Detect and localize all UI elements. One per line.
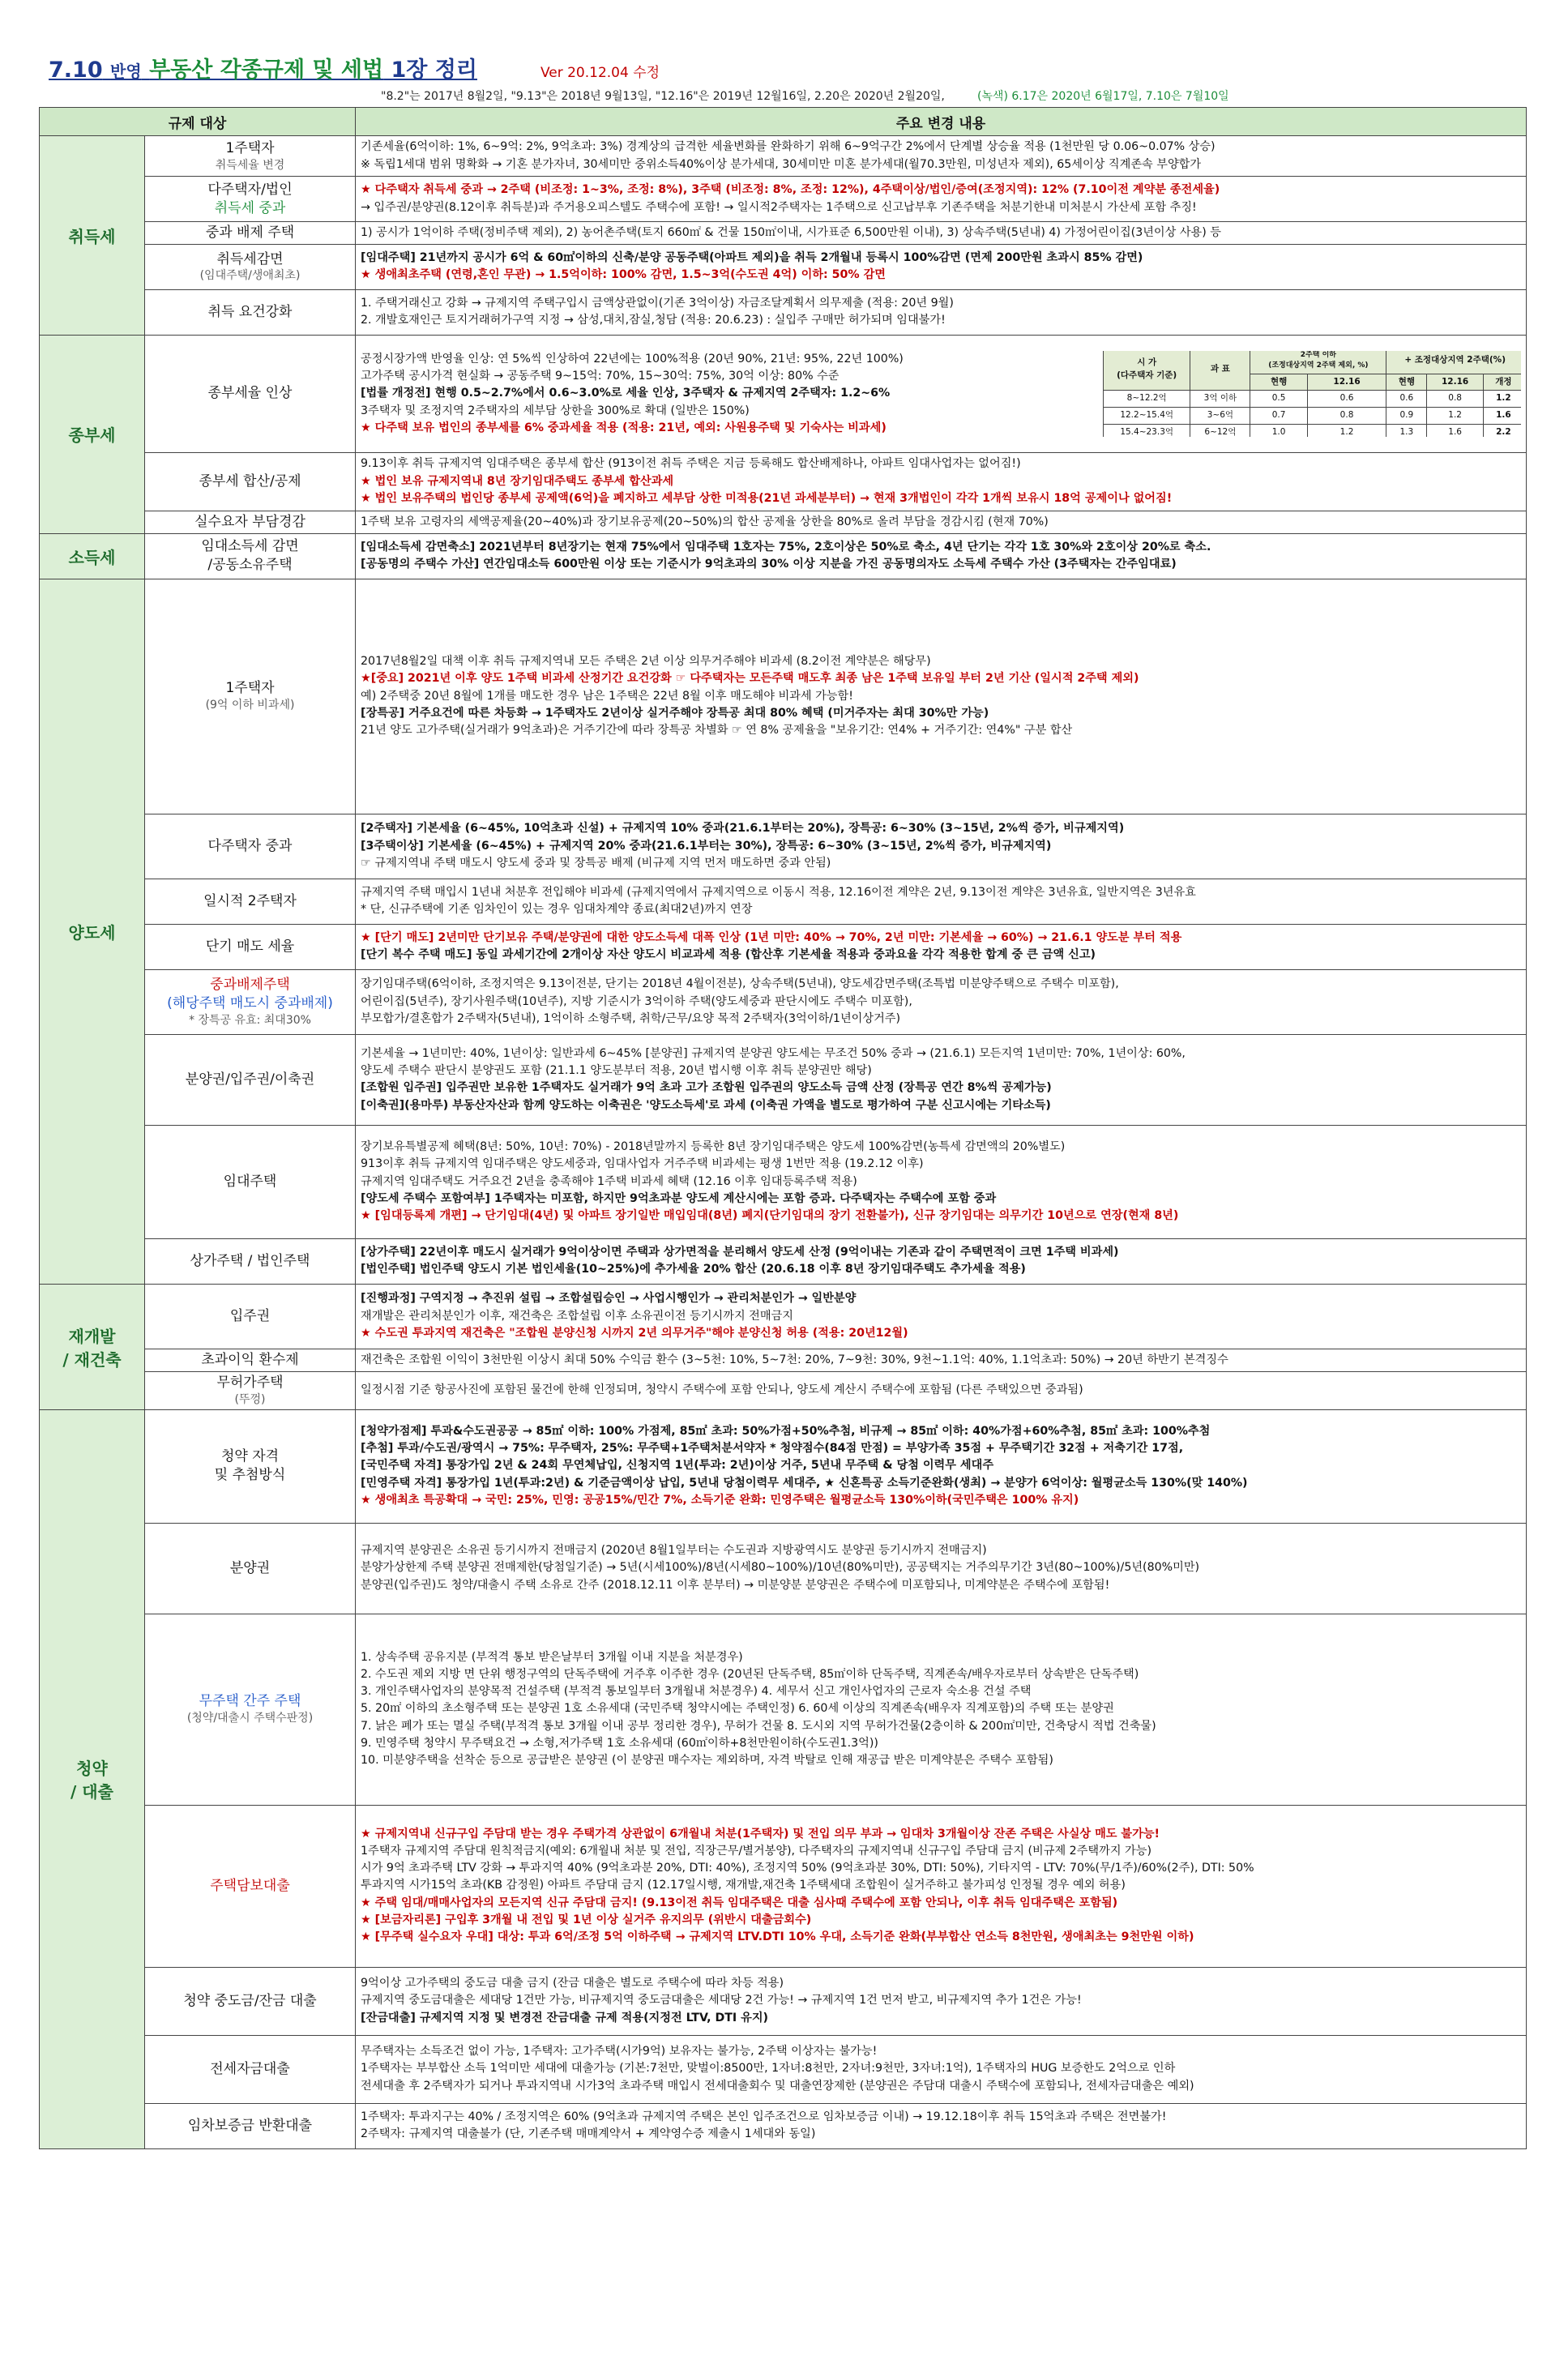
- inset-cell: 1.6: [1483, 408, 1521, 425]
- table-row: [40, 1409, 1527, 1523]
- content-line: 1. 상속주택 공유지분 (부적격 통보 받은날부터 3개월 이내 지분을 처분경우): [361, 1650, 743, 1664]
- content-line: [국민주택 자격] 통장가입 2년 & 24회 무연체납입, 신청지역 1년(투과: 2년)이상 거주, 5년내 무주택 & 당첨 이력무 세대주: [361, 1459, 994, 1473]
- content-line: ★ [무주택 실수요자 우대] 대상: 투과 6억/조정 5억 이하주택 → 규제지역 LTV.DTI 10% 우대, 소득기준 완화(부부합산 연소득 8천만원, 생애최초는 9천만원 이하): [361, 1930, 1194, 1944]
- subject-cell: [145, 1238, 356, 1284]
- content-line: [3주택이상] 기본세율 (6~45%) + 규제지역 20% 중과(21.6.1부터는 30%), 장특공: 6~30% (3~15년, 2%씩 증가, 비규제지역): [361, 839, 1052, 853]
- subject-cell: [145, 244, 356, 289]
- content-line: 1. 주택거래신고 강화 → 규제지역 주택구입시 금액상관없이(기존 3억이상) 자금조달계획서 의무제출 (적용: 20년 9월): [361, 297, 954, 310]
- table-row: [40, 1371, 1527, 1409]
- table-row: [40, 511, 1527, 533]
- content-line: [양도세 주택수 포함여부] 1주택자는 미포함, 하지만 9억초과분 양도세 계산시에는 포함 증과. 다주택자는 주택수에 포함 중과: [361, 1192, 997, 1206]
- content-line: 9억이상 고가주택의 중도금 대출 금지 (잔금 대출은 별도로 주택수에 따라 차등 적용): [361, 1977, 784, 1990]
- table-row: [40, 879, 1527, 924]
- inset-cell: 15.4~23.3억: [1104, 424, 1190, 437]
- content-line: ★ [보금자리론] 구입후 3개월 내 전입 및 1년 이상 실거주 유지의무 (위반시 대출금회수): [361, 1913, 812, 1927]
- inset-head: + 조정대상지역 2주택(%): [1386, 351, 1521, 374]
- subject-label: 분양권/입주권/이축권: [185, 1071, 315, 1088]
- content-line: [임대주택] 21년까지 공시가 6억 & 60㎡이하의 신축/분양 공동주택(아파트 제외)을 취득 2개월내 등록시 100%감면 (면제 200만원 초과시 85% 감면): [361, 251, 1143, 265]
- content-cell: [356, 289, 1527, 335]
- content-line: ★ 다주택자 취득세 중과 → 2주택 (비조정: 1~3%, 조정: 8%), 3주택 (비조정: 8%, 조정: 12%), 4주택이상/법인/증여(조정지역): 12% (7.10이전 계약분 종전세율): [361, 183, 1220, 197]
- content-cell: [356, 879, 1527, 924]
- subject-label: 입주권: [229, 1307, 271, 1324]
- content-cell: [356, 2035, 1527, 2103]
- subject-cell: [145, 511, 356, 533]
- inset-cell: 6~12억: [1190, 424, 1250, 437]
- content-line: [잔금대출] 규제지역 지정 및 변경전 잔금대출 규제 적용(지정전 LTV, DTI 유지): [361, 2011, 769, 2024]
- content-line: [단기 복수 주택 매도] 동일 과세기간에 2개이상 자산 양도시 비교과세 적용 (합산후 기본세율 적용과 중과요율 각각 적용한 합계 중 큰 금액 신고): [361, 948, 1096, 962]
- content-line: 10. 미분양주택을 선착순 등으로 공급받은 분양권 (이 분양권 매수자는 제외하며, 자격 박탈로 인해 재공급 받은 미계약분은 주택수 포함됨): [361, 1754, 1053, 1768]
- content-line: 어린이집(5년주), 장기사원주택(10년주), 지방 기준시가 3억이하 주택(양도세중과 판단시에도 주택수 미포함),: [361, 994, 912, 1008]
- content-line: ★ 다주택 보유 법인의 종부세를 6% 중과세율 적용 (적용: 21년, 예외: 사원용주택 및 기숙사는 비과세): [361, 421, 887, 434]
- category-cell: 종부세: [40, 335, 145, 533]
- subject-label: 및 추첨방식: [214, 1467, 286, 1484]
- inset-cell: 2.2: [1483, 424, 1521, 437]
- content-cell: [356, 1614, 1527, 1805]
- content-cell: [356, 2103, 1527, 2148]
- table-row: [40, 2035, 1527, 2103]
- inset-cell: 0.8: [1307, 408, 1386, 425]
- content-cell: [356, 136, 1527, 177]
- content-cell: [356, 511, 1527, 533]
- inset-subhead: 12.16: [1307, 374, 1386, 391]
- inset-subhead: 현행: [1386, 374, 1427, 391]
- subject-label: 무허가주택: [216, 1374, 284, 1391]
- subject-label: 청약 자격: [220, 1448, 280, 1465]
- content-line: 일정시점 기준 항공사진에 포함된 물건에 한해 인정되며, 청약시 주택수에 포함 안되나, 양도세 계산시 주택수에 포함됨 (다른 주택있으면 중과됨): [361, 1383, 1083, 1397]
- content-line: 무주택자는 소득조건 없이 가능, 1주택자: 고가주택(시가9억) 보유자는 불가능, 2주택 이상자는 불가능!: [361, 2045, 878, 2059]
- subject-label: (임대주택/생애최초): [199, 269, 301, 283]
- content-line: [2주택자] 기본세율 (6~45%, 10억초과 신설) + 규제지역 10% 중과(21.6.1부터는 20%), 장특공: 6~30% (3~15년, 2%씩 증가, 비규제지역): [361, 822, 1125, 836]
- subject-label: 단기 매도 세율: [205, 938, 295, 955]
- subject-cell: [145, 579, 356, 814]
- content-line: [진행과정] 구역지정 → 추진위 설립 → 조합설립승인 → 사업시행인가 → 관리처분인가 → 일반분양: [361, 1292, 857, 1306]
- content-line: 9. 민영주택 청약시 무주택요건 → 소형,저가주택 1호 소유세대 (60㎡이하+8천만원이하(수도권1.3억)): [361, 1737, 878, 1751]
- subject-cell: [145, 1371, 356, 1409]
- subject-label: (해당주택 매도시 중과배제): [167, 994, 333, 1011]
- content-line: 부모합가/결혼합가 2주택자(5년내), 1억이하 소형주택, 취학/근무/요양 목적 2주택자(3억이하/1년이상거주): [361, 1012, 901, 1026]
- table-row: [40, 1125, 1527, 1238]
- content-line: [임대소득세 감면축소] 2021년부터 8년장기는 현재 75%에서 임대주택 1호자는 75%, 2호이상은 50%로 축소, 4년 단기는 각각 1호 30%와 2호이상 20%로 축소.: [361, 541, 1211, 554]
- content-line: 3. 개인주택사업자의 분양목적 건설주택 (부적격 통보일부터 3개월내 처분경우) 4. 세무서 신고 개인사업자의 근로자 숙소용 건설 주택: [361, 1685, 1032, 1699]
- subject-cell: [145, 335, 356, 452]
- content-line: [상가주택] 22년이후 매도시 실거래가 9억이상이면 주택과 상가면적을 분리해서 양도세 산정 (9억이내는 기존과 같이 주택면적이 크면 1주택 비과세): [361, 1246, 1119, 1259]
- content-line: ★ 주택 임대/매매사업자의 모든지역 신규 주담대 금지! (9.13이전 취득 임대주택은 대출 심사때 주택수에 포함 안되나, 이후 취득 임대주택은 포함됨): [361, 1896, 1118, 1909]
- header-content: 주요 변경 내용: [356, 108, 1527, 136]
- subject-cell: [145, 222, 356, 245]
- content-line: 기존세율(6억이하: 1%, 6~9억: 2%, 9억초과: 3%) 경계상의 급격한 세율변화를 완화하기 위해 6~9억구간 2%에서 단계별 상승율 적용 (1천만원 당 0.06~0.07% 상승): [361, 140, 1216, 154]
- subject-cell: [145, 1805, 356, 1967]
- content-cell: [356, 335, 1527, 452]
- subject-label: 다주택자/법인: [207, 181, 293, 198]
- content-line: [민영주택 자격] 통장가입 1년(투과:2년) & 기준금액이상 납입, 5년내 당첨이력무 세대주, ★ 신혼특공 소득기준완화(생최) → 분양가 6억이상: 월평균소득 130%(맞 140%): [361, 1476, 1248, 1490]
- content-line: 투과지역 시가15억 초과(KB 감정원) 아파트 주담대 금지 (12.17일시행, 재개발,재건축 1주택세대 조합원이 실거주하고 불가피성 인정될 경우 예외 허용): [361, 1879, 1126, 1892]
- inset-cell: 3억 이하: [1190, 391, 1250, 408]
- subject-label: 청약 중도금/잔금 대출: [183, 1992, 317, 2009]
- inset-head: 시 가 (다주택자 기준): [1104, 351, 1190, 391]
- content-line: ★ 규제지역내 신규구입 주담대 받는 경우 주택가격 상관없이 6개월내 처분(1주택자) 및 전입 의무 부과 → 임대차 3개월이상 잔존 주택은 사실상 매도 불가능!: [361, 1827, 1160, 1841]
- content-line: 재개발은 관리처분인가 이후, 재건축은 조합설립 이후 소유권이전 등기시까지 전매금지: [361, 1309, 793, 1323]
- subject-label: 임차보증금 반환대출: [187, 2117, 313, 2134]
- subject-label: 취득세 중과: [214, 199, 286, 216]
- content-line: 1주택자: 투과지구는 40% / 조정지역은 60% (9억초과 규제지역 주택은 본인 입주조건으로 임차보증금 이내) → 19.12.18이후 취득 15억초과 주택은 전면불가!: [361, 2110, 1167, 2123]
- content-cell: [356, 924, 1527, 969]
- category-cell: 청약 / 대출: [40, 1409, 145, 2148]
- inset-row: [1104, 391, 1522, 408]
- content-cell: [356, 1523, 1527, 1614]
- table-row: [40, 289, 1527, 335]
- table-row: [40, 1523, 1527, 1614]
- content-cell: [356, 244, 1527, 289]
- inset-head: 2주택 이하 (조정대상지역 2주택 제외, %): [1250, 351, 1386, 374]
- table-row: [40, 1805, 1527, 1967]
- subject-label: 상가주택 / 법인주택: [190, 1252, 310, 1269]
- subject-cell: [145, 1284, 356, 1349]
- content-line: ※ 독립1세대 범위 명확화 → 기혼 분가자녀, 30세미만 중위소득40%이상 분가세대, 30세미만 미혼 분가세대(월70.3만원, 미성년자 제외), 65세이상 직계존속 부양합가: [361, 157, 1202, 171]
- content-cell: [356, 452, 1527, 511]
- category-cell: 소득세: [40, 533, 145, 579]
- subject-label: 1주택자: [225, 139, 275, 156]
- table-header-row: [40, 108, 1527, 136]
- content-line: 장기보유특별공제 혜택(8년: 50%, 10년: 70%) - 2018년말까지 등록한 8년 장기임대주택은 양도세 100%감면(농특세 감면액의 20%별도): [361, 1140, 1066, 1154]
- inset-head: 과 표: [1190, 351, 1250, 391]
- table-row: [40, 1238, 1527, 1284]
- content-line: [장특공] 거주요건에 따른 차등화 → 1주택자도 2년이상 실거주해야 장특공 최대 80% 혜택 (미거주자는 최대 30%만 가능): [361, 707, 989, 720]
- content-cell: [356, 1409, 1527, 1523]
- table-row: [40, 1614, 1527, 1805]
- subject-label: 초과이익 환수제: [201, 1351, 299, 1368]
- content-line: 기본세율 → 1년미만: 40%, 1년이상: 일반과세 6~45% [분양권] 규제지역 분양권 양도세는 무조건 50% 중과 → (21.6.1) 모든지역 1년미만: 70%, 1년이상: 60%,: [361, 1046, 1186, 1060]
- subject-cell: [145, 1523, 356, 1614]
- table-row: [40, 177, 1527, 222]
- table-row: [40, 579, 1527, 814]
- date-note: "8.2"는 2017년 8월2일, "9.13"은 2018년 9월13일, "12.16"은 2019년 12월16일, 2.20은 2020년 2월20일, (녹색) 6.17은 2020년 6월17일, 7.10은 7월10일: [381, 90, 1229, 103]
- table-row: [40, 222, 1527, 245]
- table-row: [40, 969, 1527, 1034]
- content-line: * 단, 신규주택에 기존 임차인이 있는 경우 임대차계약 종료(최대2년)까지 연장: [361, 903, 753, 917]
- table-row: [40, 1284, 1527, 1349]
- subject-cell: [145, 1034, 356, 1125]
- inset-cell: 8~12.2억: [1104, 391, 1190, 408]
- content-line: ★ 법인 보유주택의 법인당 종부세 공제액(6억)을 폐지하고 세부담 상한 미적용(21년 과세분부터) → 현재 3개법인이 각각 1개씩 보유시 18억 공제이나 없어짐!: [361, 492, 1173, 506]
- table-row: [40, 244, 1527, 289]
- content-cell: [356, 533, 1527, 579]
- table-row: [40, 533, 1527, 579]
- table-row: [40, 1967, 1527, 2035]
- table-row: [40, 924, 1527, 969]
- content-line: 2017년8월2일 대책 이후 취득 규제지역내 모든 주택은 2년 이상 의무거주해야 비과세 (8.2이전 계약분은 해당무): [361, 655, 931, 669]
- content-cell: [356, 969, 1527, 1034]
- subject-label: 실수요자 부담경감: [194, 513, 305, 530]
- subject-cell: [145, 533, 356, 579]
- subject-cell: [145, 2035, 356, 2103]
- content-line: 규제지역 주택 매입시 1년내 처분후 전입해야 비과세 (규제지역에서 규제지역으로 이동시 적용, 12.16이전 계약은 2년, 9.13이전 계약은 3년유효, 일반지역은 3년유효: [361, 886, 1196, 900]
- inset-row: [1104, 424, 1522, 437]
- content-line: 5. 20㎡ 이하의 초소형주택 또는 분양권 1호 소유세대 (국민주택 청약시에는 주택인정) 6. 60세 이상의 직계존속(배우자 직계포함)의 주택 또는 분양권: [361, 1702, 1114, 1716]
- regulation-table: [39, 107, 1527, 2149]
- inset-cell: 0.9: [1386, 408, 1427, 425]
- content-cell: [356, 222, 1527, 245]
- content-line: [추첨] 투과/수도권/광역시 → 75%: 무주택자, 25%: 무주택+1주택처분서약자 * 청약점수(84점 만점) = 부양가족 35점 + 무주택기간 32점 + 저축기간 17점,: [361, 1442, 1184, 1456]
- inset-cell: 1.6: [1427, 424, 1483, 437]
- subject-label: * 장특공 유효: 최대30%: [189, 1013, 311, 1027]
- content-line: ★ 생애최초 특공확대 → 국민: 25%, 민영: 공공15%/민간 7%, 소득기준 완화: 민영주택은 월평균소득 130%이하(국민주택은 100% 유지): [361, 1494, 1079, 1507]
- inset-subhead: 개정: [1483, 374, 1521, 391]
- subject-label: (청약/대출시 주택수판정): [186, 1712, 314, 1725]
- content-cell: [356, 1284, 1527, 1349]
- content-cell: [356, 1238, 1527, 1284]
- inset-cell: 0.5: [1250, 391, 1307, 408]
- category-cell: 양도세: [40, 579, 145, 1284]
- subject-label: 취득 요건강화: [207, 303, 293, 320]
- content-cell: [356, 1349, 1527, 1371]
- content-line: 1) 공시가 1억이하 주택(정비주택 제외), 2) 농어촌주택(토지 660㎡ & 건물 150㎡이내, 시가표준 6,500만원 이내), 3) 상속주택(5년내) 4) 가정어린이집(3년이상 사용) 등: [361, 225, 1222, 239]
- content-line: [법률 개정전] 현행 0.5~2.7%에서 0.6~3.0%로 세율 인상, 3주택자 & 규제지역 2주택자: 1.2~6%: [361, 387, 891, 400]
- subject-label: 종부세 합산/공제: [199, 472, 301, 490]
- inset-subhead: 현행: [1250, 374, 1307, 391]
- content-line: 양도세 주택수 판단시 분양권도 포함 (21.1.1 양도분부터 적용, 20년 법시행 이후 취득 분양권만 해당): [361, 1064, 872, 1078]
- content-line: [조합원 입주권] 입주권만 보유한 1주택자도 실거래가 9억 초과 고가 조합원 입주권의 양도소득 금액 산정 (장특공 연간 8%씩 공제가능): [361, 1081, 1052, 1095]
- subject-cell: [145, 879, 356, 924]
- subject-label: 취득세율 변경: [215, 158, 285, 172]
- content-line: 3주택자 및 조정지역 2주택자의 세부담 상한을 300%로 확대 (일반은 150%): [361, 404, 750, 417]
- content-line: [청약가점제] 투과&수도권공공 → 85㎡ 이하: 100% 가점제, 85㎡ 초과: 50%가점+50%추첨, 비규제 → 85㎡ 이하: 40%가점+60%추첨, 85㎡ 초과: 100%추첨: [361, 1424, 1211, 1438]
- inset-subhead: 12.16: [1427, 374, 1483, 391]
- content-line: ★ 수도권 투과지역 재건축은 "조합원 분양신청 시까지 2년 의무거주"해야 분양신청 허용 (적용: 20년12월): [361, 1327, 908, 1340]
- inset-cell: 0.7: [1250, 408, 1307, 425]
- content-line: 고가주택 공시가격 현실화 → 공동주택 9~15억: 70%, 15~30억: 75%, 30억 이상: 80% 수준: [361, 369, 840, 383]
- content-line: 7. 낡은 폐가 또는 멸실 주택(부적격 통보 3개월 이내 공부 정리한 경우), 무허가 건물 8. 도시외 지역 무허가건물(2층이하 & 200㎡미만, 건축당시 적법 건축물): [361, 1719, 1156, 1733]
- content-line: 분양권(입주권)도 청약/대출시 주택 소유로 간주 (2018.12.11 이후 분부터) → 미분양분 분양권은 주택수에 미포함되나, 미계약분은 주택수에 포함됨!: [361, 1578, 1110, 1592]
- content-line: 2. 수도권 제외 지방 면 단위 행정구역의 단독주택에 거주후 이주한 경우 (20년된 단독주택, 85㎡이하 단독주택, 직계존속/배우자로부터 상속받은 단독주택): [361, 1667, 1139, 1681]
- inset-cell: 1.2: [1427, 408, 1483, 425]
- content-cell: [356, 1125, 1527, 1238]
- inset-cell: 1.3: [1386, 424, 1427, 437]
- subject-label: 중과배제주택: [210, 976, 290, 993]
- subject-label: 종부세율 인상: [207, 385, 293, 402]
- subject-cell: [145, 452, 356, 511]
- table-row: [40, 814, 1527, 879]
- content-cell: [356, 1967, 1527, 2035]
- table-row: [40, 335, 1527, 452]
- subject-label: 다주택자 중과: [207, 837, 293, 854]
- subject-cell: [145, 289, 356, 335]
- content-line: 분양가상한제 주택 분양권 전매제한(당첨일기준) → 5년(시세100%)/8년(시세80~100%)/10년(80%미만), 공공택지는 거주의무기간 3년(80~100%)/5년(80%미만): [361, 1561, 1200, 1575]
- content-line: ★ [단기 매도] 2년미만 단기보유 주택/분양권에 대한 양도소득세 대폭 인상 (1년 미만: 40% → 70%, 2년 미만: 기본세율 → 60%) → 21.6.1 양도분 부터 적용: [361, 931, 1182, 945]
- subject-label: 임대소득세 감면: [201, 538, 299, 555]
- content-line: 2. 개발호재인근 토지거래허가구역 지정 → 삼성,대치,잠실,청담 (적용: 20.6.23) : 실입주 구매만 허가되며 임대불가!: [361, 314, 946, 327]
- subject-label: 일시적 2주택자: [203, 892, 297, 909]
- subject-label: 중과 배제 주택: [205, 224, 295, 241]
- subject-cell: [145, 1614, 356, 1805]
- subject-label: 분양권: [229, 1559, 271, 1576]
- content-line: ★ 생애최초주택 (연령,혼인 무관) → 1.5억이하: 100% 감면, 1.5~3억(수도권 4억) 이하: 50% 감면: [361, 268, 886, 282]
- inset-cell: 0.8: [1427, 391, 1483, 408]
- content-line: 1주택 보유 고령자의 세액공제율(20~40%)과 장기보유공제(20~50%)의 합산 공제율 상한을 80%로 올려 부담을 경감시킴 (현재 70%): [361, 515, 1049, 528]
- subject-cell: [145, 1409, 356, 1523]
- inset-row: [1104, 408, 1522, 425]
- subject-cell: [145, 1349, 356, 1371]
- comprehensive-tax-rate-table: [1103, 351, 1521, 437]
- inset-cell: 1.2: [1307, 424, 1386, 437]
- content-cell: [356, 177, 1527, 222]
- inset-cell: 0.6: [1307, 391, 1386, 408]
- version-label: Ver 20.12.04 수정: [540, 65, 660, 81]
- content-line: 시가 9억 초과주택 LTV 강화 → 투과지역 40% (9억초과분 20%, DTI: 40%), 조정지역 50% (9억초과분 30%, DTI: 50%), 기타지역 - LTV: 70%(무/1주)/60%(2주), DTI: 50%: [361, 1862, 1254, 1875]
- subject-label: 1주택자: [225, 680, 275, 697]
- content-line: 1주택자 규제지역 주담대 원칙적금지(예외: 6개월내 처분 및 전입, 직장근무/별거봉양), 다주택자의 규제지역내 신규구입 주담대 금지 (비규제 2주택까지 가능): [361, 1844, 1151, 1858]
- subject-label: 전세자금대출: [210, 2060, 290, 2077]
- table-row: [40, 1034, 1527, 1125]
- subject-label: /공동소유주택: [207, 557, 293, 574]
- inset-cell: 1.0: [1250, 424, 1307, 437]
- content-line: 예) 2주택중 20년 8월에 1개를 매도한 경우 남은 1주택은 22년 8월 이후 매도해야 비과세 가능함!: [361, 689, 853, 703]
- subject-cell: [145, 1125, 356, 1238]
- content-line: [이축권](용마루) 부동산자산과 함께 양도하는 이축권은 '양도소득세'로 과세 (이축권 가액을 별도로 평가하여 구분 신고시에는 기타소득): [361, 1098, 1051, 1112]
- table-row: [40, 136, 1527, 177]
- subject-cell: [145, 814, 356, 879]
- content-line: ☞ 규제지역내 주택 매도시 양도세 중과 및 장특공 배제 (비규제 지역 먼저 매도하면 중과 안됨): [361, 857, 831, 870]
- content-line: 규제지역 중도금대출은 세대당 1건만 가능, 비규제지역 중도금대출은 세대당 2건 가능! → 규제지역 1건 먼저 받고, 비규제지역 추가 1건은 가능!: [361, 1994, 1082, 2007]
- subject-cell: [145, 924, 356, 969]
- content-cell: [356, 579, 1527, 814]
- content-line: 1주택자는 부부합산 소득 1억미만 세대에 대출가능 (기본:7천만, 맞벌이:8500만, 1자녀:8천만, 2자녀:9천만, 3자녀:1억), 1주택자의 HUG 보증한도 2억으로 인하: [361, 2062, 1176, 2076]
- content-line: 9.13이후 취득 규제지역 임대주택은 종부세 합산 (913이전 취득 주택은 지금 등록해도 합산배제하나, 아파트 임대사업자는 없어짐!): [361, 457, 1021, 471]
- table-row: [40, 452, 1527, 511]
- content-cell: [356, 1034, 1527, 1125]
- inset-cell: 0.6: [1386, 391, 1427, 408]
- content-line: ★ [임대등록제 개편] → 단기임대(4년) 및 아파트 장기일반 매입임대(8년) 폐지(단기임대의 장기 전환불가), 신규 장기임대는 의무기간 10년으로 연장(현재 8년): [361, 1209, 1179, 1223]
- content-line: 재건축은 조합원 이익이 3천만원 이상시 최대 50% 수익금 환수 (3~5천: 10%, 5~7천: 20%, 7~9천: 30%, 9천~1.1억: 40%, 1.1억초과: 50%) → 20년 하반기 본격징수: [361, 1353, 1228, 1366]
- content-line: 2주택자: 규제지역 대출불가 (단, 기존주택 매매계약서 + 계약영수증 제출시 1세대와 동일): [361, 2127, 816, 2141]
- inset-cell: 12.2~15.4억: [1104, 408, 1190, 425]
- content-line: [공동명의 주택수 가산] 연간임대소득 600만원 이상 또는 기준시가 9억초과의 30% 이상 지분을 가진 공동명의자도 소득세 주택수 가산 (3주택자는 간주임대료): [361, 558, 1177, 571]
- content-line: 913이후 취득 규제지역 임대주택은 양도세중과, 임대사업자 거주주택 비과세는 평생 1번만 적용 (19.2.12 이후): [361, 1157, 924, 1171]
- inset-cell: 1.2: [1483, 391, 1521, 408]
- header-target: 규제 대상: [40, 108, 356, 136]
- inset-cell: 3~6억: [1190, 408, 1250, 425]
- content-cell: [356, 1371, 1527, 1409]
- content-line: 장기임대주택(6억이하, 조정지역은 9.13이전분, 단기는 2018년 4월이전분), 상속주택(5년내), 양도세감면주택(조특법 미분양주택으로 주택수 미포함),: [361, 977, 1119, 991]
- subject-label: 무주택 간주 주택: [199, 1693, 301, 1710]
- subject-cell: [145, 1967, 356, 2035]
- subject-label: 취득세감면: [216, 250, 284, 267]
- subject-cell: [145, 969, 356, 1034]
- content-line: 규제지역 임대주택도 거주요건 2년을 충족해야 1주택 비과세 혜택 (12.16 이후 임대등록주택 적용): [361, 1174, 857, 1188]
- subject-cell: [145, 177, 356, 222]
- content-line: [법인주택] 법인주택 양도시 기본 법인세율(10~25%)에 추가세율 20% 합산 (20.6.18 이후 8년 장기임대주택도 추가세율 적용): [361, 1263, 1026, 1276]
- content-line: 21년 양도 고가주택(실거래가 9억초과)은 거주기간에 따라 장특공 차별화 ☞ 연 8% 공제율을 "보유기간: 연4% + 거주기간: 연4%" 구분 합산: [361, 724, 1073, 738]
- subject-label: (9억 이하 비과세): [205, 699, 295, 712]
- category-cell: 재개발 / 재건축: [40, 1284, 145, 1409]
- subject-cell: [145, 2103, 356, 2148]
- category-cell: 취득세: [40, 136, 145, 336]
- content-cell: [356, 1805, 1527, 1967]
- subject-label: 주택담보대출: [210, 1877, 290, 1894]
- subject-cell: [145, 136, 356, 177]
- content-cell: [356, 814, 1527, 879]
- content-line: 전세대출 후 2주택자가 되거나 투과지역내 시가3억 초과주택 매입시 전세대출회수 및 대출연장제한 (분양권은 주담대 대출시 주택수에 포함되나, 전세자금대출은 예외): [361, 2079, 1194, 2093]
- title-row: [49, 52, 660, 83]
- subject-label: (뚜껑): [234, 1392, 266, 1406]
- subject-label: 임대주택: [223, 1173, 277, 1190]
- content-line: ★[중요] 2021년 이후 양도 1주택 비과세 산정기간 요건강화 ☞ 다주택자는 모든주택 매도후 최종 남은 1주택 보유일 부터 2년 기산 (일시적 2주택 제외): [361, 672, 1139, 686]
- content-line: ★ 법인 보유 규제지역내 8년 장기임대주택도 종부세 합산과세: [361, 474, 674, 488]
- content-line: 공정시장가액 반영율 인상: 연 5%씩 인상하여 22년에는 100%적용 (20년 90%, 21년: 95%, 22년 100%): [361, 352, 904, 366]
- table-row: [40, 1349, 1527, 1371]
- content-line: → 입주권/분양권(8.12이후 취득분)과 주거용오피스텔도 주택수에 포함! → 일시적2주택자는 1주택으로 신고납부후 기존주택을 처분기한내 미처분시 가산세 포함 추징!: [361, 200, 1197, 214]
- content-line: 규제지역 분양권은 소유권 등기시까지 전매금지 (2020년 8월1일부터는 수도권과 지방광역시도 분양권 등기시까지 전매금지): [361, 1544, 987, 1558]
- table-row: [40, 2103, 1527, 2148]
- page-title: 7.10 반영 부동산 각종규제 및 세법 1장 정리: [49, 58, 477, 83]
